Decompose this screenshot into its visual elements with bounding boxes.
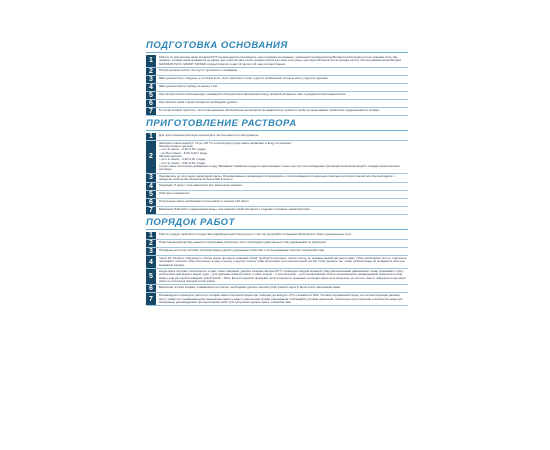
step-row: [146, 141, 408, 174]
step-number: 1: [146, 55, 156, 67]
step-row: [146, 174, 408, 184]
step-row: [146, 92, 408, 100]
step-text: Когда смесь потеряет пластичность и цвет станет матовым, удалите излишки затирки KITT с помощью твердой влажной губки диагональными движениями. Чаще промывайте губку, используйте два ведра с водой: одно – для удаления избытка смеси с губки, второе – с чистой водой, – для ополаскивания. После окончательного затвердевания поверхности шов можно ещё раз пройти влажной губкой Scotch – Brite. Если в процессе промывки (если в процессе промывки чистящая смесь не в процессе), но чистить шов от поверхности до конца работ не используя твердой сухой тряпки.: [159, 269, 406, 283]
step-text: Перемешать до получения однородной массы. Перемешивание рекомендуется производить с использованием специального миксера для сухих смесей или обычной дрели с насадкой, количество оборотов не более 500 в минуту.: [159, 173, 395, 181]
step-number: 7: [146, 293, 156, 305]
step-text: Затворите смесь водой (t° +5 до +25 °C) в пропорции (сухую смесь добавляют в воду постепенно): Затирка белая и цветная: – на 1 кг смеси – 0,20–0,25 л воды; – на 25 кг смеси – 5,00–6,25 л воды. Затирка цветная: – на 1 кг смеси – 0,25–0,30 л воды; – на 2 кг смеси – 0,50–0,60 л воды. Сухую смесь постепенно добавляют в воду. Внимание! Свойства продукта гарантированы только при строгом соблюдении пропорций затворения водой и порядка приготовления раствора.: [159, 140, 400, 172]
step-number: 3: [146, 76, 156, 83]
step-row: [146, 285, 408, 293]
step-row: [146, 248, 408, 256]
step-row: [146, 84, 408, 92]
step-row: [146, 191, 408, 199]
step-text: Работы следует выполнять в средствах индивидуальной защиты рук и глаз. Не допускайте попадания материала в глаза и дыхательные пути.: [159, 232, 352, 237]
step-text: В случае затирки пористых, легко впитывающих облицовочных материалов предварительно провести пробу на окрашивание пигментом, содержащимся в затирке.: [159, 107, 380, 112]
step-text: Полученную смесь необходимо использовать в течение 120 минут.: [159, 199, 250, 204]
section-title: ПРИГОТОВЛЕНИЕ РАСТВОРА: [146, 118, 408, 131]
step-number: 4: [146, 183, 156, 190]
substrate-preparation-section: [146, 40, 408, 116]
step-text: Рекомендуется проводить работы по затирке швов плиточной кладки при температуре воздуха +5°C и влажности 60%. Условия окружающей среды, не соответствующие данным, могут привести к неравномерному высыханию смеси в швах и увеличению сроков схватывания. Соблюдайте условия нанесения, технологию приготовления и количество воды для затворения, рекомендуемое при выполнении работ для получения нужного цвета и качества шва.: [159, 293, 403, 304]
step-number: 3: [146, 174, 156, 183]
step-row: [146, 240, 408, 248]
step-number: 4: [146, 84, 156, 91]
step-number: 6: [146, 199, 156, 206]
step-text: Высохшие остатки затирки, появившиеся на плитке, необходимо удалить мягкой сухой тряпкой через 8 часов после заполнения швов.: [159, 285, 341, 290]
step-row: [146, 207, 408, 215]
step-text: Подготовленный раствор наносится резиновым шпателем, снять необходимо диагонально к шву движениями по диагонали.: [159, 240, 327, 245]
step-number: 7: [146, 108, 156, 115]
section-title: ПОДГОТОВКА ОСНОВАНИЯ: [146, 40, 408, 53]
mortar-preparation-section: [146, 118, 408, 215]
step-text: Для приготовления раствора используйте чистые емкости и инструменты.: [159, 132, 259, 137]
step-row: [146, 108, 408, 116]
step-text: Через 10–15 минут поверхность плитки нужно протереть влажной губкой. Требуется протереть только плитку, не задевая свежий раствор в швах. Губку необходимо часто и тщательно промывать. Сначала губку используют в одну сторону, а другую сторону губки используют для окончательной чистки. Губку держать так, чтобы излишки воды не попадали в шов и не вымывали затирку.: [159, 256, 407, 267]
step-row: [146, 76, 408, 84]
step-row: [146, 256, 408, 269]
step-text: Плитка должна плотно, без пустот прилегать к основанию.: [159, 67, 238, 72]
step-row: [146, 133, 408, 141]
step-number: 1: [146, 232, 156, 239]
step-text: Подождать 5 минут, пока закончатся все химические реакции.: [159, 183, 243, 188]
step-row: [146, 232, 408, 240]
step-row: [146, 199, 408, 207]
step-text: При наличии швов старой затирки ее необходимо удалить.: [159, 99, 239, 104]
step-row: [146, 100, 408, 108]
step-text: Повторно перемешать.: [159, 191, 191, 196]
step-row: [146, 269, 408, 285]
step-number: 2: [146, 240, 156, 247]
step-row: [146, 55, 408, 68]
step-text: При затирке сильно впитывающих оснований и облицовочных материалов перед затиркой увлажнить швы и дождаться впитывания влаги.: [159, 91, 347, 96]
step-number: 6: [146, 285, 156, 292]
work-procedure-section: [146, 217, 408, 306]
instruction-content: [146, 38, 408, 306]
section-title: ПОРЯДОК РАБОТ: [146, 217, 408, 230]
step-text: Попавшие на плитку излишки раствора можно удалить резиновым шпателем с использованием плотного заполнения шва.: [159, 248, 325, 253]
step-number: 5: [146, 191, 156, 198]
step-number: 5: [146, 92, 156, 99]
step-number: 5: [146, 269, 156, 284]
step-number: 7: [146, 207, 156, 214]
step-number: 2: [146, 68, 156, 75]
step-row: [146, 183, 408, 191]
step-number: 6: [146, 100, 156, 107]
step-number: 4: [146, 256, 156, 268]
step-text: Швы должны быть очищены от остатков клея, пыли, масляных пятен и других загрязнений, которые могут ухудшить адгезию.: [159, 75, 329, 80]
step-row: [146, 293, 408, 306]
step-row: [146, 68, 408, 76]
step-number: 3: [146, 248, 156, 255]
step-number: 1: [146, 133, 156, 140]
step-text: Внимание! Избегайте передозировки воды, она изменяет свойства смеси и ухудшает основные характеристики.: [159, 207, 311, 212]
step-text: Швы должны иметь глубину не менее 7 мм.: [159, 83, 218, 88]
step-number: 2: [146, 141, 156, 173]
step-text: Работы по заполнению швов затиркой KITT рекомендуется производить через промежуток времени, указанный производителем Bergauf в инструкции или на упаковке клея. Как правило, затирка швов проводится не ранее чем через 24 часа после укладки плитки на стены и не ранее чем через 48 часов после укладки на пол. Использовании клеев Bergauf MAXIMUM PLUS, GRANIT, MOSAIK осуществляется через 12 часов и 24 часа соответственно.: [159, 55, 401, 66]
